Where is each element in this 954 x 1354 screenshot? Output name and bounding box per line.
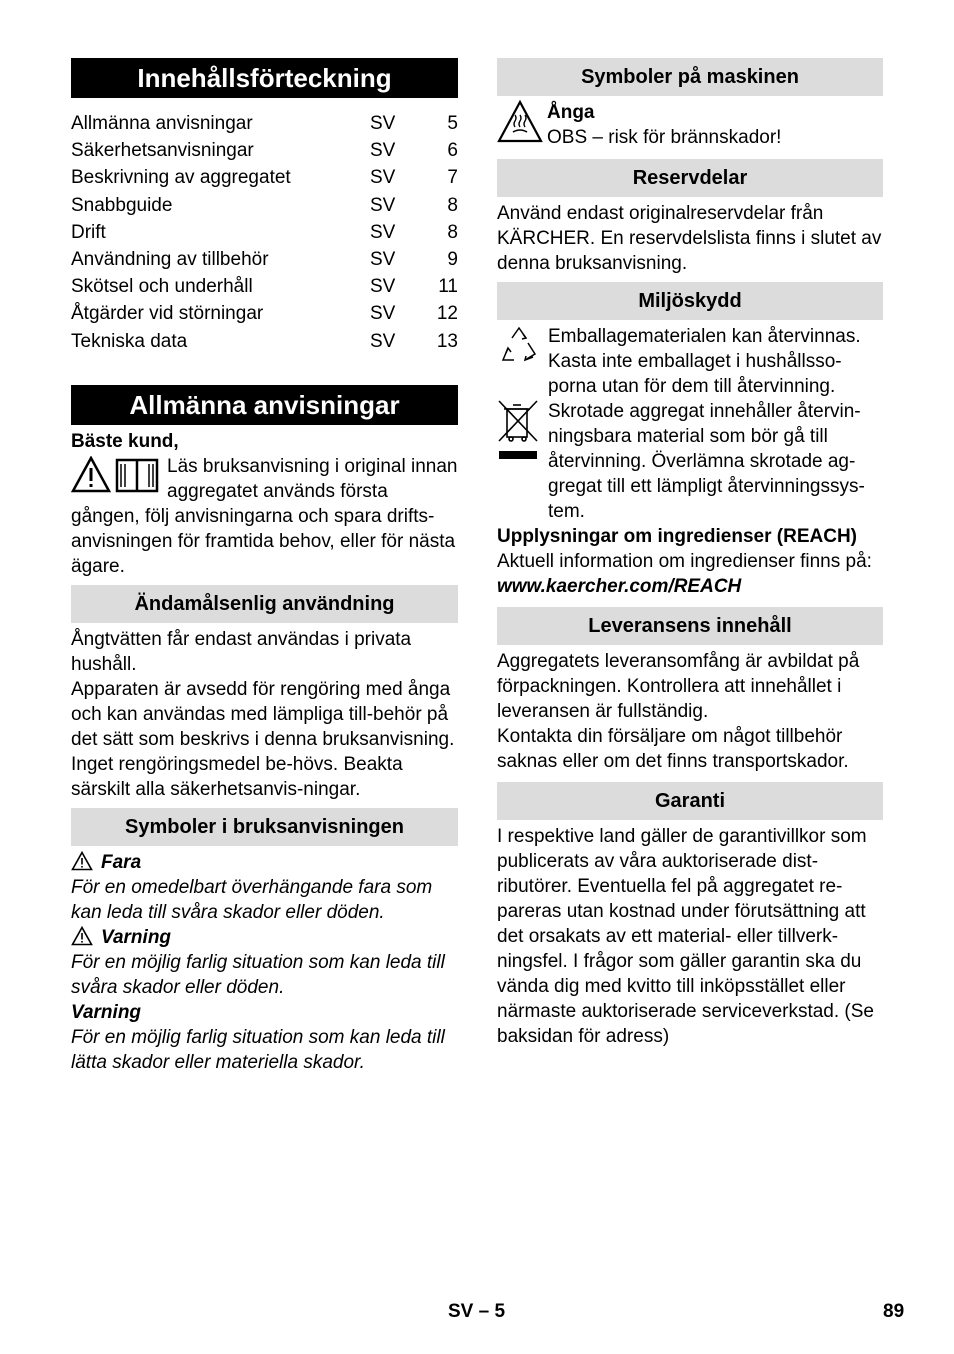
toc-entry-lang: SV bbox=[370, 249, 396, 271]
toc-entry-label: Drift bbox=[71, 221, 106, 243]
toc-entry-label: Allmänna anvisningar bbox=[71, 113, 253, 135]
toc-entry-lang: SV bbox=[370, 167, 396, 189]
general-text: Läs bruksanvisning i original innan aggregatet används första gången, följ anvisningarna och spara drifts-anvisningen för framtida behov, eller för nästa ägare. bbox=[71, 455, 458, 577]
warranty-text: I respektive land gäller de garantivillkor som publicerats av våra auktoriserade dist-ributörer. Eventuella fel på aggregatet re-pareras utan kostnad under förutsättning att det orsakats av ett material- eller tillverk-ningsfel. I frågor som gäller garantin ska du vända dig med kvitto till inköpsstället eller närmaste auktoriserade serviceverkstad. (Se baksidan för adress) bbox=[497, 826, 874, 1047]
toc-entry-label: Användning av tillbehör bbox=[71, 249, 269, 271]
delivery-p1: Aggregatets leveransomfång är avbildat på förpackningen. Kontrollera att innehållet i leveransen är fullständig. bbox=[497, 651, 860, 722]
intended-use-p1: Ångtvätten får endast användas i privata hushåll. bbox=[71, 628, 412, 675]
symbol-varning2-label: Varning bbox=[71, 1001, 142, 1023]
toc-entry-lang: SV bbox=[370, 140, 396, 162]
toc-entry-lang: SV bbox=[370, 330, 396, 352]
toc-entry-label: Snabbguide bbox=[71, 194, 173, 216]
recycle-icon bbox=[497, 324, 541, 368]
weee-text: Skrotade aggregat innehåller återvin-ningsbara material som bör gå till återvinning. Överlämna skrotade ag-gregat till ett lämpligt återvinningssys-tem. bbox=[548, 401, 865, 522]
reach-url[interactable]: www.kaercher.com/REACH bbox=[497, 576, 742, 597]
weee-row bbox=[497, 399, 883, 524]
footer-section-label: SV – 5 bbox=[448, 1301, 506, 1322]
toc-entry-lang: SV bbox=[370, 276, 396, 298]
warning-triangle-icon bbox=[71, 851, 93, 871]
symbol-varning2-text: För en möjlig farlig situation som kan leda till lätta skador eller materiella skador. bbox=[71, 1026, 445, 1073]
steam-label: Ånga bbox=[547, 102, 595, 123]
symbols-machine-title: Symboler på maskinen bbox=[497, 58, 883, 96]
toc-title: Innehållsförteckning bbox=[71, 58, 458, 98]
toc-entry-page: 11 bbox=[438, 276, 458, 298]
toc-entry-label: Åtgärder vid störningar bbox=[71, 303, 264, 325]
left-column bbox=[71, 58, 458, 1075]
spare-parts-title: Reservdelar bbox=[497, 159, 883, 197]
recycle-row bbox=[497, 324, 883, 399]
reach-heading: Upplysningar om ingredienser (REACH) bbox=[497, 526, 857, 547]
greeting: Bäste kund, bbox=[71, 430, 179, 452]
toc-row bbox=[71, 137, 458, 164]
warning-book-icons bbox=[71, 456, 159, 501]
toc-entry-page: 12 bbox=[436, 303, 458, 325]
toc-row bbox=[71, 273, 458, 300]
toc-entry-page: 13 bbox=[436, 330, 458, 352]
toc-entry-lang: SV bbox=[370, 221, 396, 243]
hot-steam-icon bbox=[497, 100, 543, 144]
warning-triangle-icon bbox=[71, 926, 93, 946]
reach-text: Aktuell information om ingredienser finns på: bbox=[497, 551, 872, 572]
toc-entry-label: Säkerhetsanvisningar bbox=[71, 140, 254, 162]
warranty-title: Garanti bbox=[497, 782, 883, 820]
toc-entry-label: Tekniska data bbox=[71, 330, 188, 352]
toc-entry-label: Skötsel och underhåll bbox=[71, 276, 253, 298]
toc-entry-page: 8 bbox=[447, 221, 458, 243]
toc-entry-page: 6 bbox=[447, 140, 458, 162]
toc-row bbox=[71, 110, 458, 137]
recycle-text: Emballagematerialen kan återvinnas. Kasta inte emballaget i hushållsso-porna utan för dem till återvinning. bbox=[548, 326, 861, 397]
toc-entry-lang: SV bbox=[370, 303, 396, 325]
toc-row bbox=[71, 328, 458, 355]
footer-page-number: 89 bbox=[883, 1301, 905, 1322]
toc-entry-label: Beskrivning av aggregatet bbox=[71, 167, 291, 189]
crossed-bin-icon bbox=[497, 399, 541, 465]
environment-title: Miljöskydd bbox=[497, 282, 883, 320]
general-intro bbox=[71, 454, 458, 579]
general-title: Allmänna anvisningar bbox=[71, 385, 458, 425]
toc-row bbox=[71, 300, 458, 327]
toc-row bbox=[71, 219, 458, 246]
intended-use-p2: Apparaten är avsedd för rengöring med ånga och kan användas med lämpliga till-behör på det sätt som beskrivs i denna bruksanvisning. Inget rengöringsmedel be-hövs. Beakta särskilt alla säkerhetsanvis-ningar. bbox=[71, 678, 455, 800]
toc-entry-lang: SV bbox=[370, 194, 396, 216]
warning-triangle-icon bbox=[71, 456, 159, 494]
toc-entry-page: 9 bbox=[447, 249, 458, 271]
toc-entry-page: 5 bbox=[447, 113, 458, 135]
toc-entry-lang: SV bbox=[370, 113, 396, 135]
right-column bbox=[497, 58, 883, 1049]
toc-entry-page: 8 bbox=[447, 194, 458, 216]
symbols-manual-title: Symboler i bruksanvisningen bbox=[71, 808, 458, 846]
manual-book-icon bbox=[117, 460, 157, 491]
symbol-fara-text: För en omedelbart överhängande fara som kan leda till svåra skador eller döden. bbox=[71, 876, 433, 923]
symbol-varning-label: Varning bbox=[71, 925, 458, 950]
delivery-p2: Kontakta din försäljare om något tillbehör saknas eller om det finns transportskador. bbox=[497, 726, 849, 772]
steam-symbol-row bbox=[497, 100, 883, 151]
symbols-manual-list bbox=[71, 850, 458, 1075]
toc-row bbox=[71, 164, 458, 191]
symbol-varning-text: För en möjlig farlig situation som kan leda till svåra skador eller döden. bbox=[71, 951, 445, 998]
steam-text: OBS – risk för brännskador! bbox=[547, 127, 782, 148]
toc-table bbox=[71, 110, 458, 355]
intended-use-title: Ändamålsenlig användning bbox=[71, 585, 458, 623]
delivery-title: Leveransens innehåll bbox=[497, 607, 883, 645]
symbol-fara-label: Fara bbox=[71, 850, 458, 875]
toc-entry-page: 7 bbox=[447, 167, 458, 189]
spare-parts-text: Använd endast originalreservdelar från KÄRCHER. En reservdelslista finns i slutet av denna bruksanvisning. bbox=[497, 203, 882, 274]
toc-row bbox=[71, 246, 458, 273]
toc-row bbox=[71, 192, 458, 219]
